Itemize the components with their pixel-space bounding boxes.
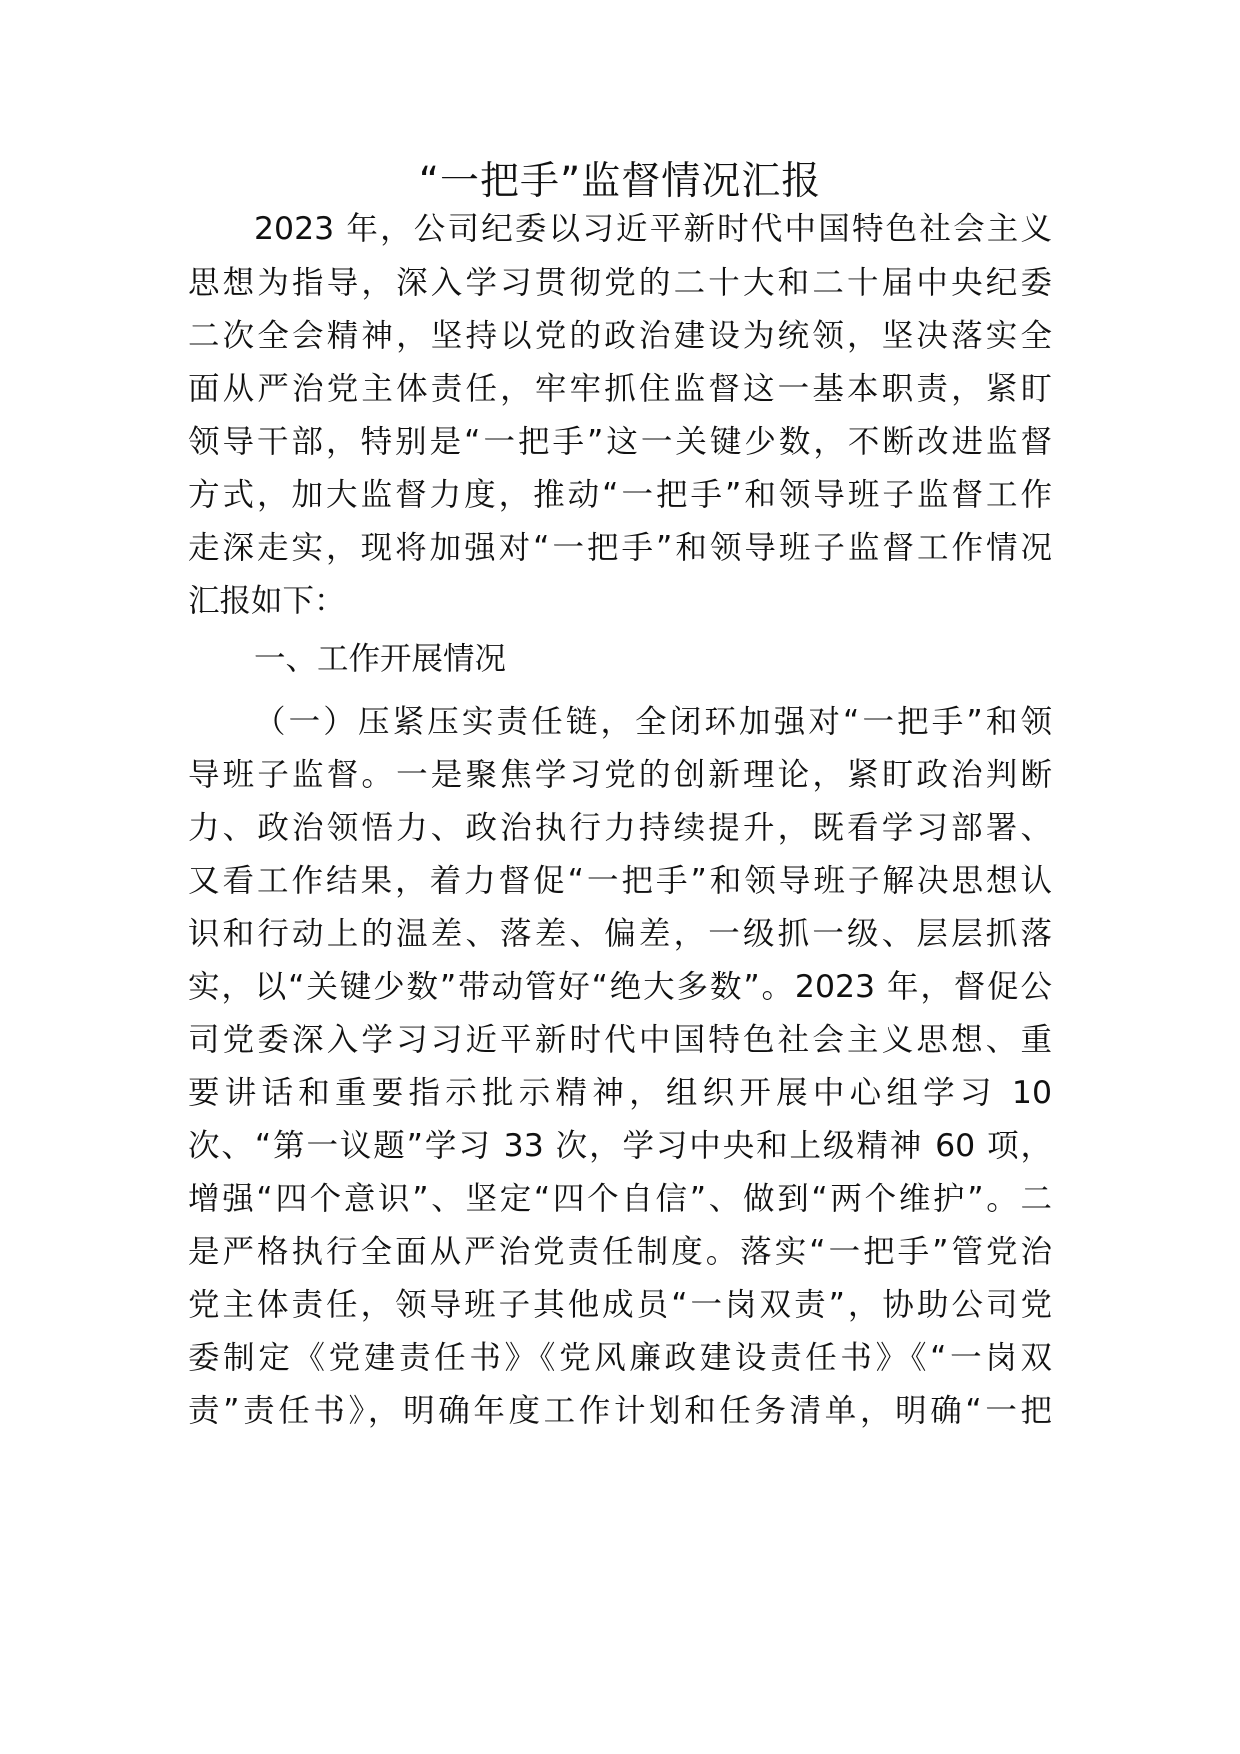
paragraph-line: 实，以“关键少数”带动管好“绝大多数”。2023 年，督促公: [188, 969, 1052, 1005]
paragraph-line: 责”责任书》，明确年度工作计划和任务清单，明确“一把: [188, 1393, 1052, 1429]
paragraph-line: 次、“第一议题”学习 33 次，学习中央和上级精神 60 项，: [188, 1128, 1052, 1164]
paragraph-line: 方式，加大监督力度，推动“一把手”和领导班子监督工作: [188, 477, 1052, 513]
paragraph-line: （一）压紧压实责任链，全闭环加强对“一把手”和领: [254, 704, 1052, 740]
paragraph-line: 2023 年，公司纪委以习近平新时代中国特色社会主义: [254, 211, 1052, 247]
paragraph-line: 二次全会精神，坚持以党的政治建设为统领，坚决落实全: [188, 318, 1052, 354]
paragraph-line: 思想为指导，深入学习贯彻党的二十大和二十届中央纪委: [188, 265, 1052, 301]
paragraph-line: 领导干部，特别是“一把手”这一关键少数，不断改进监督: [188, 424, 1052, 460]
document-title: “一把手”监督情况汇报: [418, 159, 822, 204]
paragraph-line: 识和行动上的温差、落差、偏差，一级抓一级、层层抓落: [188, 916, 1052, 952]
paragraph-line: 导班子监督。一是聚焦学习党的创新理论，紧盯政治判断: [188, 757, 1052, 793]
paragraph-line: 汇报如下：: [188, 583, 346, 619]
paragraph-line: 委制定《党建责任书》《党风廉政建设责任书》《“一岗双: [188, 1340, 1052, 1376]
paragraph-line: 又看工作结果，着力督促“一把手”和领导班子解决思想认: [188, 863, 1052, 899]
paragraph-line: 要讲话和重要指示批示精神，组织开展中心组学习 10: [188, 1075, 1052, 1111]
paragraph-line: 党主体责任，领导班子其他成员“一岗双责”，协助公司党: [188, 1287, 1052, 1323]
paragraph-line: 力、政治领悟力、政治执行力持续提升，既看学习部署、: [188, 810, 1052, 846]
paragraph-line: 司党委深入学习习近平新时代中国特色社会主义思想、重: [188, 1022, 1052, 1058]
paragraph-line: 面从严治党主体责任，牢牢抓住监督这一基本职责，紧盯: [188, 371, 1052, 407]
paragraph-line: 增强“四个意识”、坚定“四个自信”、做到“两个维护”。二: [188, 1181, 1052, 1217]
paragraph-line: 走深走实，现将加强对“一把手”和领导班子监督工作情况: [188, 530, 1052, 566]
paragraph-line: 是严格执行全面从严治党责任制度。落实“一把手”管党治: [188, 1234, 1052, 1270]
section-heading: 一、工作开展情况: [254, 641, 507, 677]
